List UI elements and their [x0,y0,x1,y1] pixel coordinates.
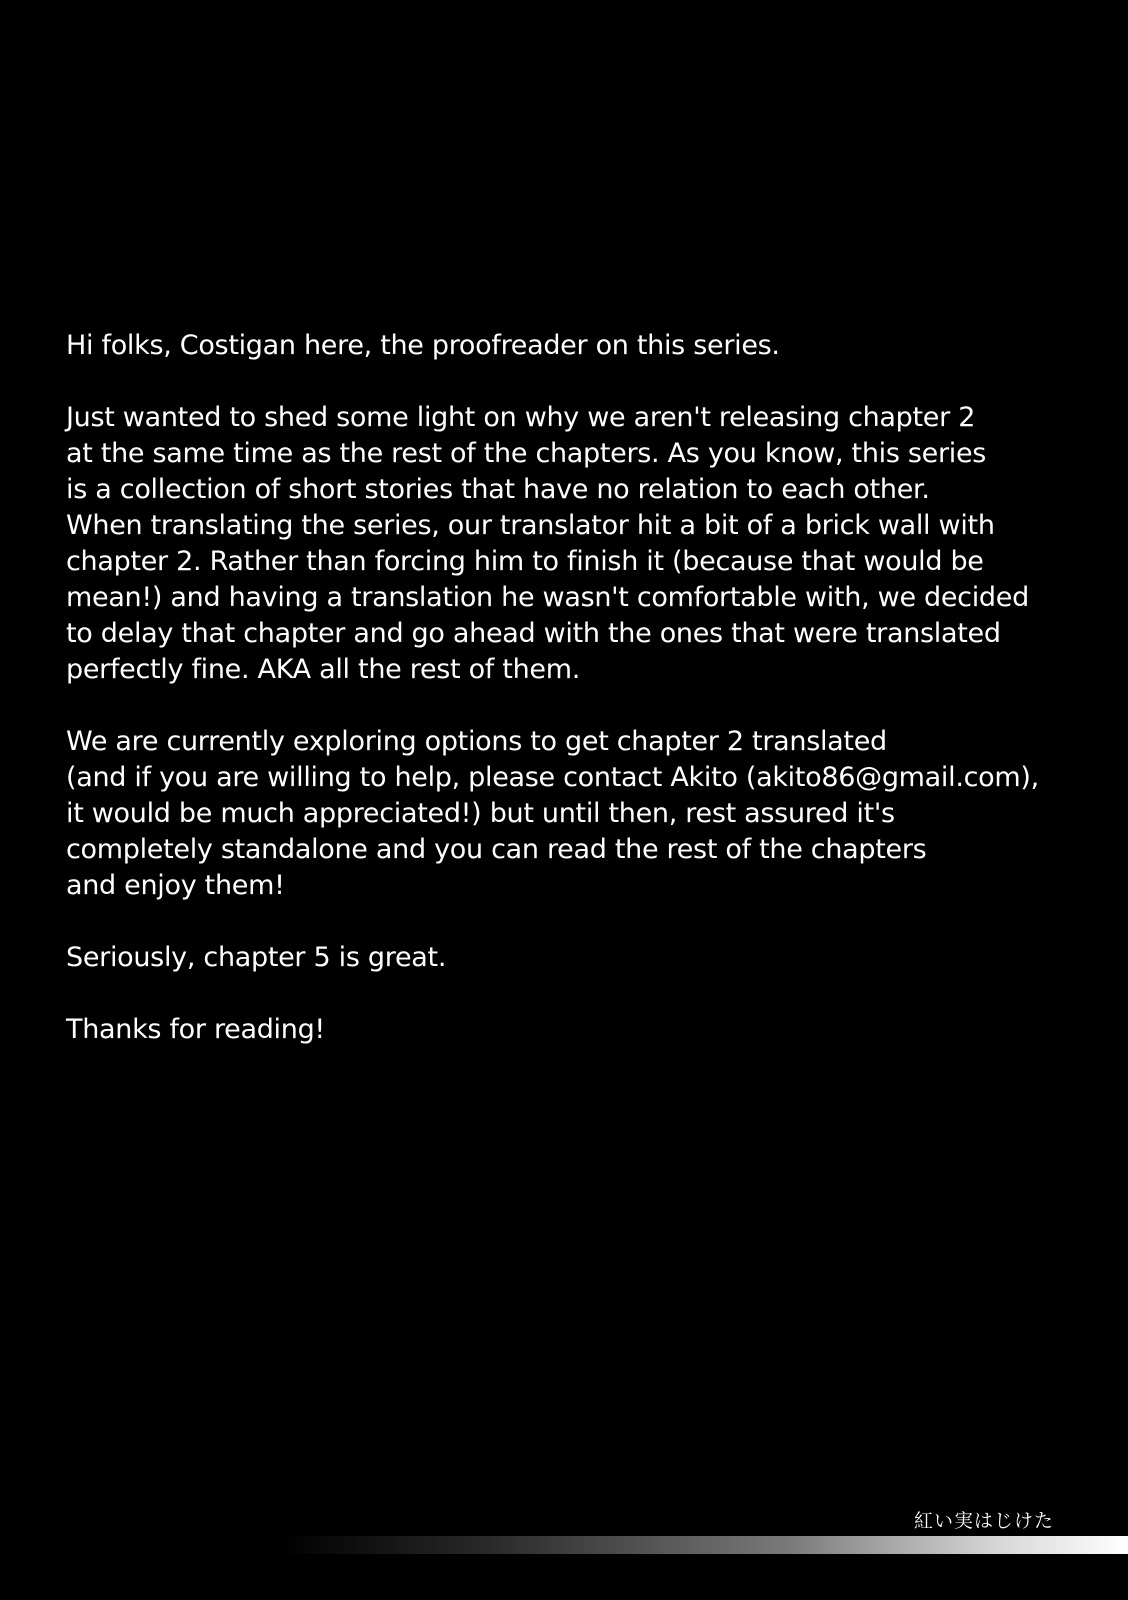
explanation-line: When translating the series, our translator hit a bit of a brick wall with [66,510,995,541]
footer-gradient-bar [280,1536,1128,1554]
explanation-paragraph [66,400,1106,688]
help-request-line: completely standalone and you can read the rest of the chapters [66,834,927,865]
greeting-paragraph [66,328,1106,364]
help-request-paragraph [66,724,1106,904]
recommendation-line: Seriously, chapter 5 is great. [66,942,447,973]
explanation-line: at the same time as the rest of the chapters. As you know, this series [66,438,987,469]
explanation-line: mean!) and having a translation he wasn't comfortable with, we decided [66,582,1029,613]
explanation-line: to delay that chapter and go ahead with the ones that were translated [66,618,1001,649]
help-request-line: and enjoy them! [66,870,285,901]
recommendation-paragraph [66,940,1106,976]
sign-off-paragraph [66,1012,1106,1048]
explanation-line: perfectly fine. AKA all the rest of them. [66,654,580,685]
translator-note [66,328,1106,1084]
series-title: 紅い実はじけた [913,1510,1054,1532]
help-request-line: We are currently exploring options to get chapter 2 translated [66,726,887,757]
explanation-line: chapter 2. Rather than forcing him to finish it (because that would be [66,546,984,577]
help-request-line: it would be much appreciated!) but until then, rest assured it's [66,798,895,829]
help-request-line: (and if you are willing to help, please contact Akito (akito86@gmail.com), [66,762,1039,793]
explanation-line: is a collection of short stories that have no relation to each other. [66,474,930,505]
greeting-line: Hi folks, Costigan here, the proofreader on this series. [66,330,780,361]
explanation-line: Just wanted to shed some light on why we aren't releasing chapter 2 [66,402,976,433]
sign-off-line: Thanks for reading! [66,1014,325,1045]
